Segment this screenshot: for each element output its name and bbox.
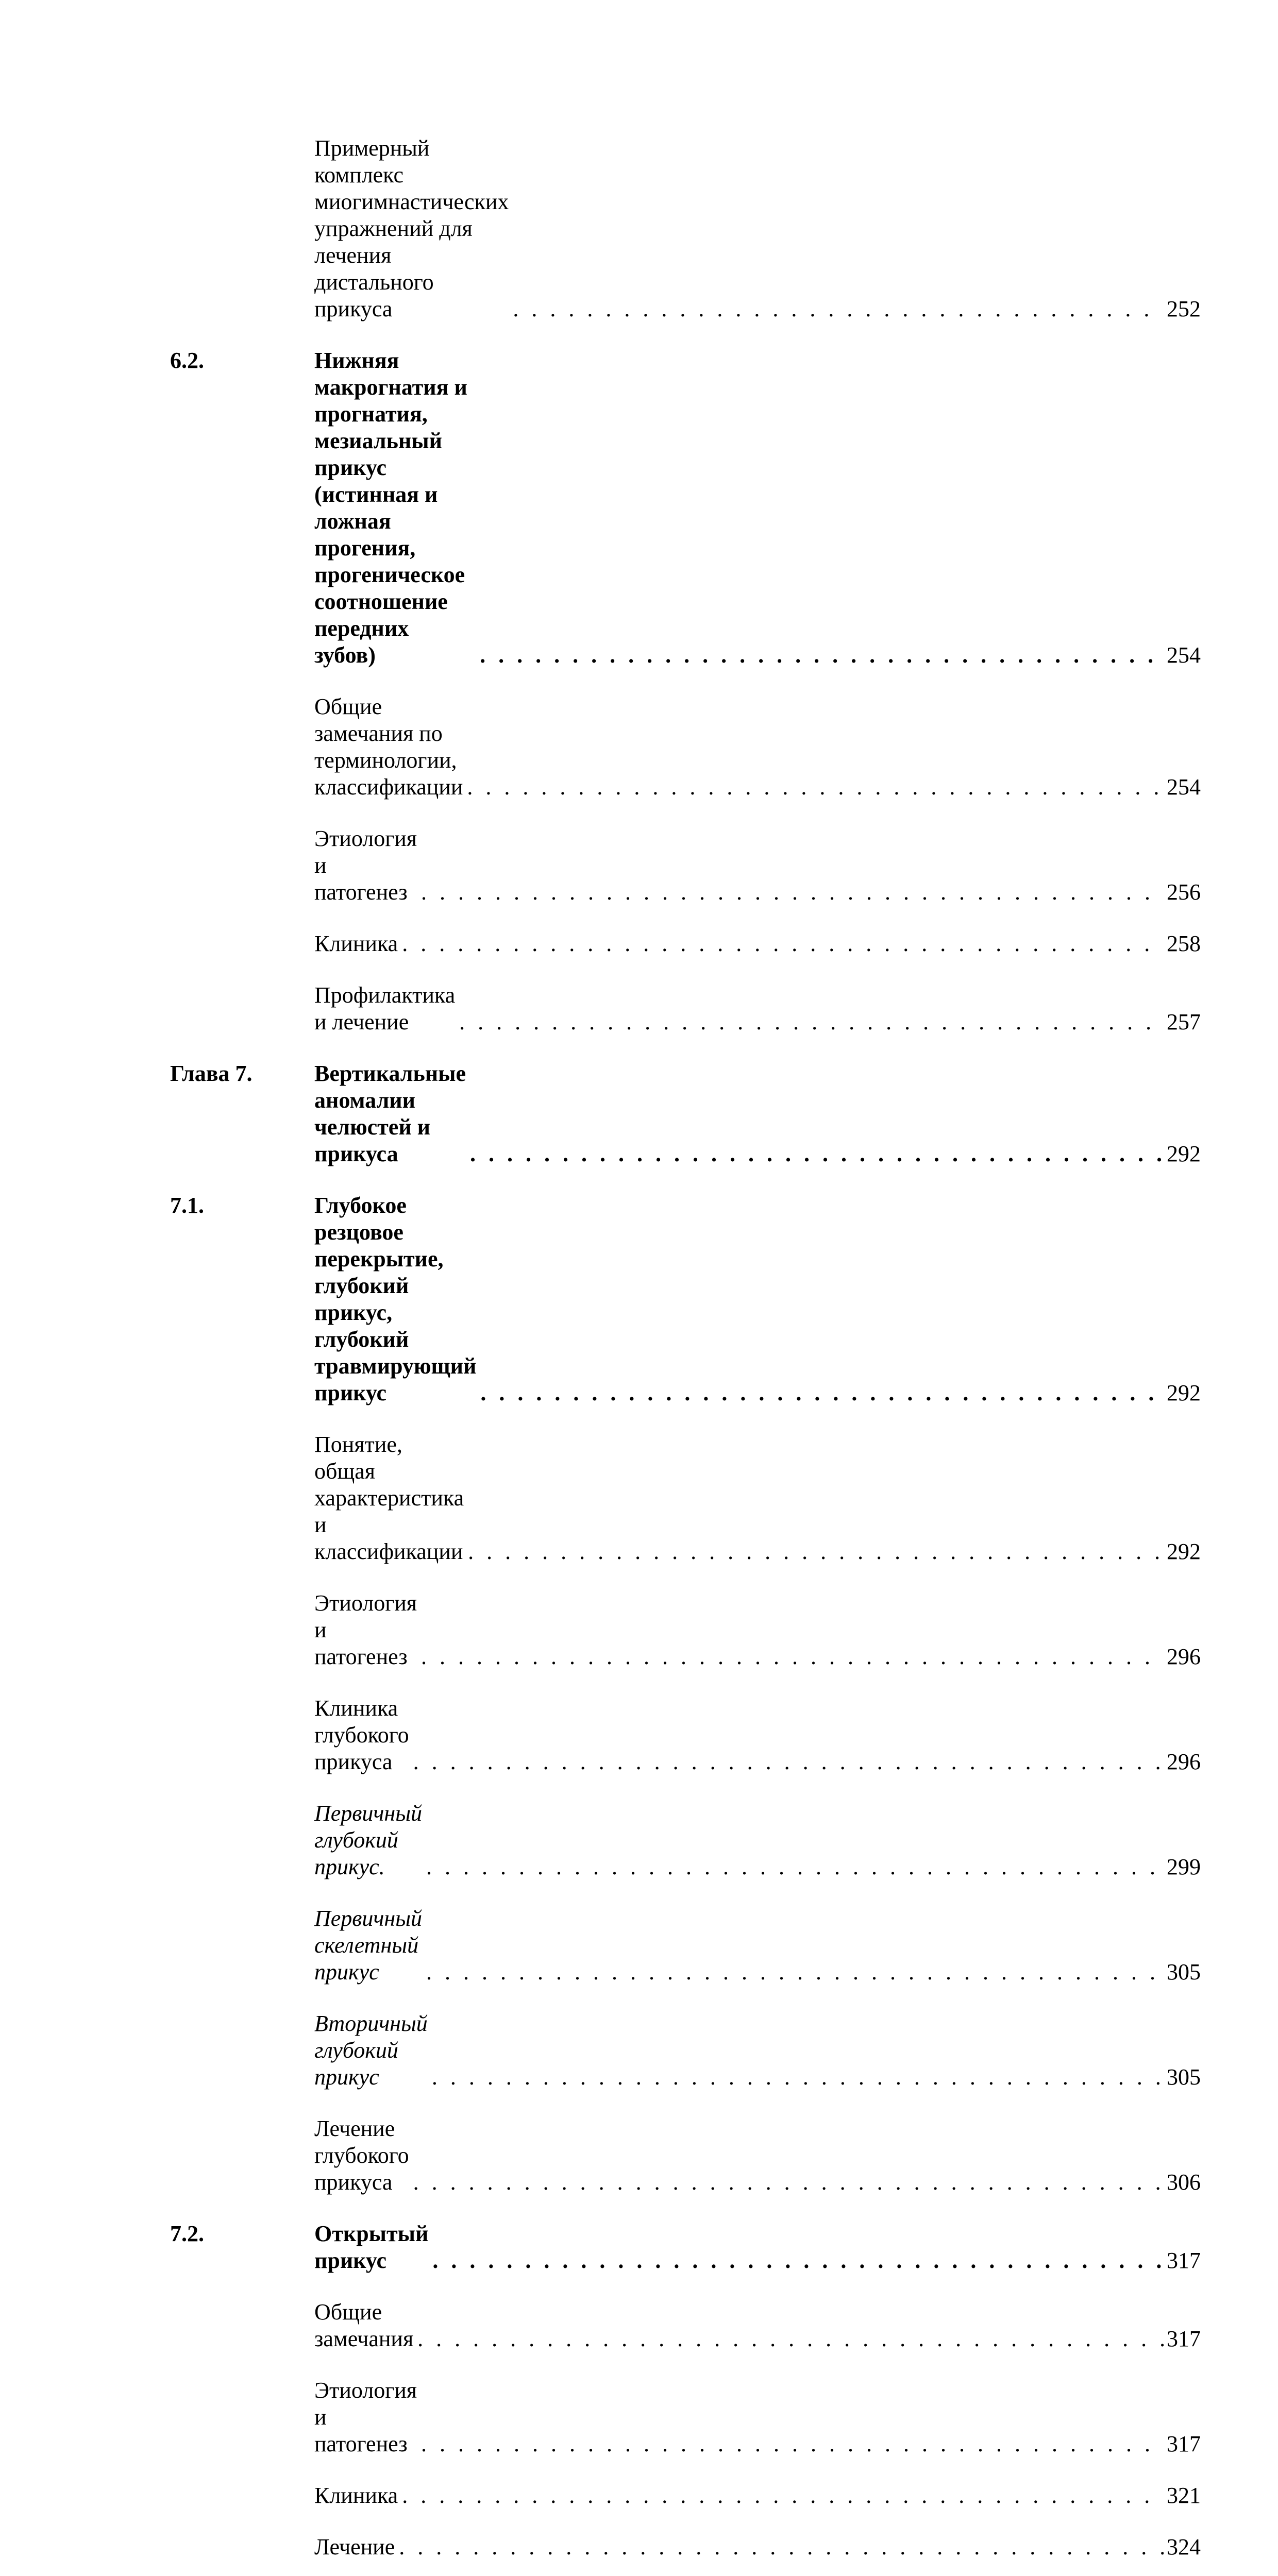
toc-entry-body <box>314 693 1201 801</box>
toc-entry-page-number: 306 <box>1167 2170 1201 2195</box>
toc-entry-body <box>314 982 1201 1036</box>
toc-entry-body <box>314 1431 1201 1565</box>
toc-entry <box>170 1695 1201 1775</box>
toc-entry-title <box>314 2482 398 2509</box>
toc-entry-body <box>314 135 1201 323</box>
toc-entry-title <box>314 1695 409 1775</box>
toc-entry <box>170 1431 1201 1565</box>
dot-leader <box>399 2534 1164 2561</box>
toc-entry-page-number: 296 <box>1167 1749 1201 1774</box>
toc-entry <box>170 2115 1201 2196</box>
toc-entry-title <box>314 1060 466 1167</box>
toc-entry-page-number: 254 <box>1167 774 1201 800</box>
toc-entry-title-line: Лечение глубокого прикуса <box>314 2116 409 2195</box>
toc-entry <box>170 1590 1201 1670</box>
toc-entry <box>170 930 1201 957</box>
toc-entry-title-line: Клиника <box>314 931 398 956</box>
toc-entry-title <box>314 2534 395 2561</box>
toc-entry-page-number: 292 <box>1167 1141 1201 1166</box>
toc-entry <box>170 135 1201 323</box>
toc-entry-page-number: 254 <box>1167 642 1201 668</box>
toc-entry-title-line: Примерный комплекс миогимнастических упражнений для лечения <box>314 135 509 268</box>
toc-entry-page-number: 317 <box>1167 2248 1201 2273</box>
toc-entry-title <box>314 2299 413 2352</box>
toc-entry-title-line: Нижняя макрогнатия и прогнатия, мезиальный прикус (истинная и <box>314 348 467 507</box>
toc-entry-title-line: Общие замечания <box>314 2299 414 2351</box>
toc-entry-page-number: 257 <box>1167 1009 1201 1035</box>
toc-entry-body <box>314 825 1201 906</box>
toc-entry-number: 7.2. <box>170 2221 204 2246</box>
toc-entry-body <box>314 1060 1201 1167</box>
dot-leader <box>468 1538 1164 1565</box>
toc-entry <box>170 2482 1201 2509</box>
dot-leader <box>413 2169 1164 2196</box>
toc-entry-body <box>314 1590 1201 1670</box>
toc-entry-body <box>314 1800 1201 1880</box>
toc-entry <box>170 693 1201 801</box>
toc-entry-page-number: 296 <box>1167 1644 1201 1669</box>
toc-entry-page-number: 317 <box>1167 2326 1201 2351</box>
toc-entry-title-line: Этиология и патогенез <box>314 2378 417 2456</box>
toc-entry-title <box>314 825 417 906</box>
toc-entry-page-number: 252 <box>1167 296 1201 321</box>
toc-entry-title <box>314 2010 428 2091</box>
toc-entry-page-number: 256 <box>1167 879 1201 905</box>
toc-entry-title <box>314 693 463 801</box>
dot-leader <box>513 296 1164 323</box>
dot-leader <box>421 1643 1164 1670</box>
toc-entry-body <box>314 1695 1201 1775</box>
toc-entry-title-line: Лечение <box>314 2534 395 2560</box>
toc-entry-page-number: 292 <box>1167 1539 1201 1564</box>
toc-entry-title <box>314 1905 422 1986</box>
toc-entry-title <box>314 347 476 669</box>
toc-entry-title-line: травмирующий прикус <box>314 1353 477 1405</box>
dot-leader <box>413 1749 1164 1775</box>
dot-leader <box>480 642 1164 669</box>
toc-entry-title <box>314 982 455 1036</box>
toc-entry-page-number: 324 <box>1167 2534 1201 2560</box>
toc-entry-title-line: Общие замечания по терминологии, классификации <box>314 694 463 800</box>
dot-leader <box>426 1854 1164 1880</box>
toc-entry-body <box>314 2482 1201 2509</box>
toc-entry-title <box>314 1431 464 1565</box>
toc-entry-body <box>314 1905 1201 1986</box>
toc-entry <box>170 2377 1201 2458</box>
dot-leader <box>402 2482 1164 2509</box>
toc-entry-body <box>314 2221 1201 2274</box>
toc-entry-title <box>314 1192 476 1406</box>
dot-leader <box>480 1380 1164 1406</box>
dot-leader <box>421 879 1164 906</box>
toc-entry-title <box>314 2115 409 2196</box>
toc-entry-page-number: 305 <box>1167 1959 1201 1985</box>
toc-entry-title-line: Профилактика и лечение <box>314 982 456 1035</box>
toc-entry-title <box>314 2377 417 2458</box>
toc-entry-title-line: Клиника глубокого прикуса <box>314 1696 409 1774</box>
toc-entry <box>170 982 1201 1036</box>
toc-entry-page-number: 299 <box>1167 1854 1201 1879</box>
dot-leader <box>470 1141 1164 1167</box>
toc-entry-body <box>314 2299 1201 2352</box>
toc-entry-body <box>314 930 1201 957</box>
toc-entry-number: 6.2. <box>170 348 204 373</box>
toc-entry-title-line: Понятие, общая характеристика и классификации <box>314 1432 464 1564</box>
toc-entry-body <box>314 347 1201 669</box>
toc-entry <box>170 347 1201 669</box>
toc-entry-title-line: Этиология и патогенез <box>314 826 417 905</box>
toc-entry-title-line: Первичный скелетный прикус <box>314 1906 423 1985</box>
dot-leader <box>459 1009 1164 1036</box>
toc-entry-page-number: 305 <box>1167 2064 1201 2090</box>
dot-leader <box>402 930 1164 957</box>
toc-entry <box>170 1905 1201 1986</box>
toc-entry-page-number: 258 <box>1167 931 1201 956</box>
toc-entry-title <box>314 135 509 323</box>
toc-entry-title-line: Первичный глубокий прикус. <box>314 1801 423 1879</box>
toc-entry-number: 7.1. <box>170 1193 204 1218</box>
toc-entry-body <box>314 2534 1201 2561</box>
toc-entry <box>170 1060 1201 1167</box>
toc-entry-title-line: ложная прогения, прогеническое соотношение передних зубов) <box>314 509 465 668</box>
toc-entry-title-line: Этиология и патогенез <box>314 1590 417 1669</box>
toc-entry-title-line: Вторичный глубокий прикус <box>314 2011 428 2090</box>
toc-entry-body <box>314 1192 1201 1406</box>
toc-entry-title <box>314 1800 422 1880</box>
toc-entry-title <box>314 2221 428 2274</box>
dot-leader <box>417 2326 1164 2352</box>
toc-entry-title-line: Глубокое резцовое перекрытие, глубокий прикус, глубокий <box>314 1193 444 1352</box>
toc-entry-title <box>314 1590 417 1670</box>
toc-entry <box>170 825 1201 906</box>
toc-entry-title <box>314 930 398 957</box>
toc-entry-title-line: Вертикальные аномалии челюстей и прикуса <box>314 1061 466 1166</box>
toc-entry-page-number: 321 <box>1167 2483 1201 2508</box>
dot-leader <box>426 1959 1164 1986</box>
toc-entry-title-line: Открытый прикус <box>314 2221 429 2273</box>
toc-entry-body <box>314 2115 1201 2196</box>
toc-entry <box>170 2299 1201 2352</box>
dot-leader <box>432 2064 1164 2091</box>
toc-entry <box>170 1800 1201 1880</box>
dot-leader <box>467 774 1164 801</box>
toc-entry-page-number: 292 <box>1167 1380 1201 1405</box>
toc-entry-number: Глава 7. <box>170 1061 253 1086</box>
toc-entry-body <box>314 2377 1201 2458</box>
table-of-contents <box>170 135 1201 2576</box>
dot-leader <box>432 2247 1164 2274</box>
toc-entry <box>170 2221 1201 2274</box>
toc-entry <box>170 2534 1201 2561</box>
toc-entry-title-line: Клиника <box>314 2483 398 2508</box>
toc-entry-body <box>314 2010 1201 2091</box>
toc-entry-page-number: 317 <box>1167 2431 1201 2456</box>
toc-entry-title-line: дистального прикуса <box>314 269 434 321</box>
toc-entry <box>170 1192 1201 1406</box>
dot-leader <box>421 2431 1164 2458</box>
toc-entry <box>170 2010 1201 2091</box>
